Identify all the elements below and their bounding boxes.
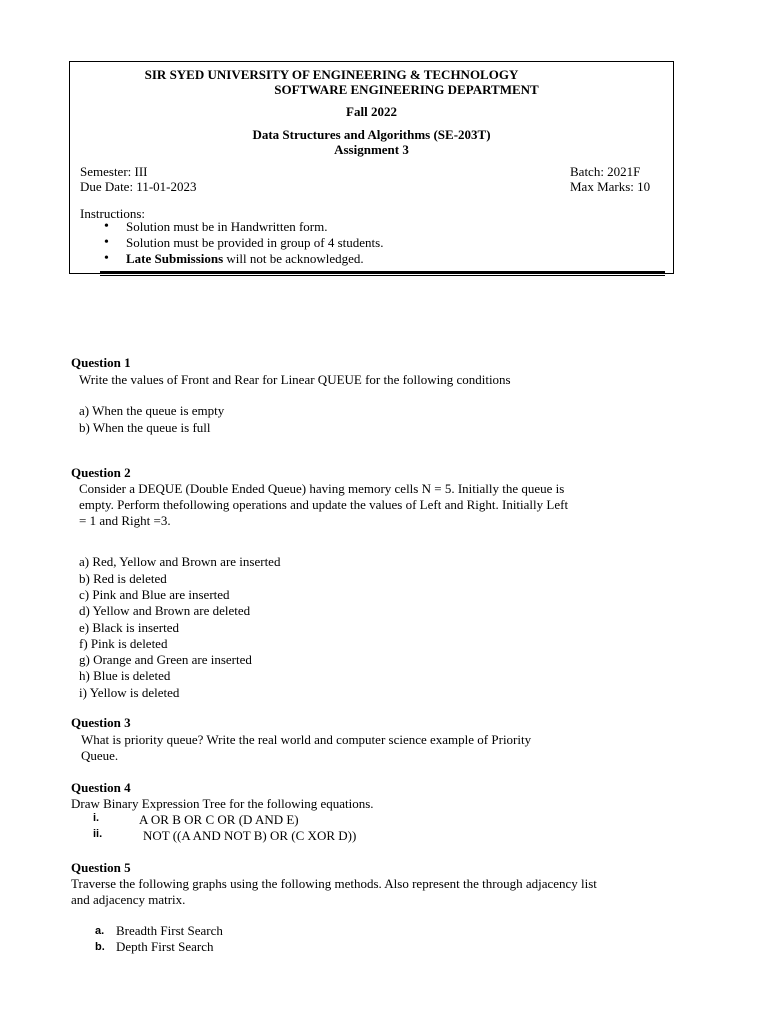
course-title: Data Structures and Algorithms (SE-203T)	[252, 127, 491, 142]
list-item: b) When the queue is full	[79, 420, 211, 435]
instructions-label: Instructions:	[80, 206, 145, 221]
question-2-text: Consider a DEQUE (Double Ended Queue) having memory cells N = 5. Initially the queue is	[79, 481, 565, 496]
question-4-title: Question 4	[71, 780, 131, 795]
list-numeral: i.	[93, 812, 100, 824]
list-item: a) Red, Yellow and Brown are inserted	[79, 554, 281, 569]
list-letter: a.	[95, 925, 105, 937]
list-item: A OR B OR C OR (D AND E)	[139, 812, 299, 827]
list-item: g) Orange and Green are inserted	[79, 652, 252, 667]
question-5-title: Question 5	[71, 860, 131, 875]
list-item: Depth First Search	[116, 939, 214, 954]
list-item: i) Yellow is deleted	[79, 685, 180, 700]
question-2-text: empty. Perform thefollowing operations and update the values of Left and Right. Initially Left	[79, 497, 569, 512]
list-item: e) Black is inserted	[79, 620, 179, 635]
late-submissions-bold: Late Submissions	[126, 251, 224, 266]
question-5-text: and adjacency matrix.	[71, 892, 186, 907]
batch: Batch: 2021F	[570, 164, 641, 179]
question-4-text: Draw Binary Expression Tree for the following equations.	[71, 796, 374, 811]
question-2-text: = 1 and Right =3.	[79, 513, 171, 528]
list-numeral: ii.	[93, 828, 103, 840]
instruction-item: • Solution must be provided in group of 4 students.	[100, 235, 383, 251]
list-item: d) Yellow and Brown are deleted	[79, 603, 251, 618]
list-item: f) Pink is deleted	[79, 636, 168, 651]
list-item: NOT ((A AND NOT B) OR (C XOR D))	[143, 828, 357, 843]
max-marks: Max Marks: 10	[570, 179, 651, 194]
assignment-header-box	[69, 61, 674, 274]
list-item: a) When the queue is empty	[79, 403, 225, 418]
list-item: Breadth First Search	[116, 923, 223, 938]
question-1-title: Question 1	[71, 355, 131, 370]
question-2-title: Question 2	[71, 465, 131, 480]
instructions-list	[100, 219, 383, 267]
university-name: SIR SYED UNIVERSITY OF ENGINEERING & TECHNOLOGY	[144, 67, 519, 82]
instruction-item	[100, 251, 383, 267]
divider	[100, 271, 665, 273]
late-submissions-text: will not be acknowledged.	[223, 251, 364, 266]
department-name: SOFTWARE ENGINEERING DEPARTMENT	[274, 82, 539, 97]
question-5-text: Traverse the following graphs using the following methods. Also represent the through adjacency list	[71, 876, 597, 891]
question-3-text: Queue.	[81, 748, 119, 763]
assignment-number: Assignment 3	[334, 142, 409, 157]
question-3-title: Question 3	[71, 715, 131, 730]
list-item: c) Pink and Blue are inserted	[79, 587, 230, 602]
due-date: Due Date: 11-01-2023	[80, 179, 197, 194]
term: Fall 2022	[346, 104, 397, 119]
list-letter: b.	[95, 941, 105, 953]
question-3-text: What is priority queue? Write the real world and computer science example of Priority	[81, 732, 532, 747]
divider	[100, 275, 665, 276]
list-item: h) Blue is deleted	[79, 668, 171, 683]
question-1-text: Write the values of Front and Rear for Linear QUEUE for the following conditions	[79, 372, 511, 387]
list-item: b) Red is deleted	[79, 571, 167, 586]
semester: Semester: III	[80, 164, 148, 179]
instruction-item: • Solution must be in Handwritten form.	[100, 219, 383, 235]
